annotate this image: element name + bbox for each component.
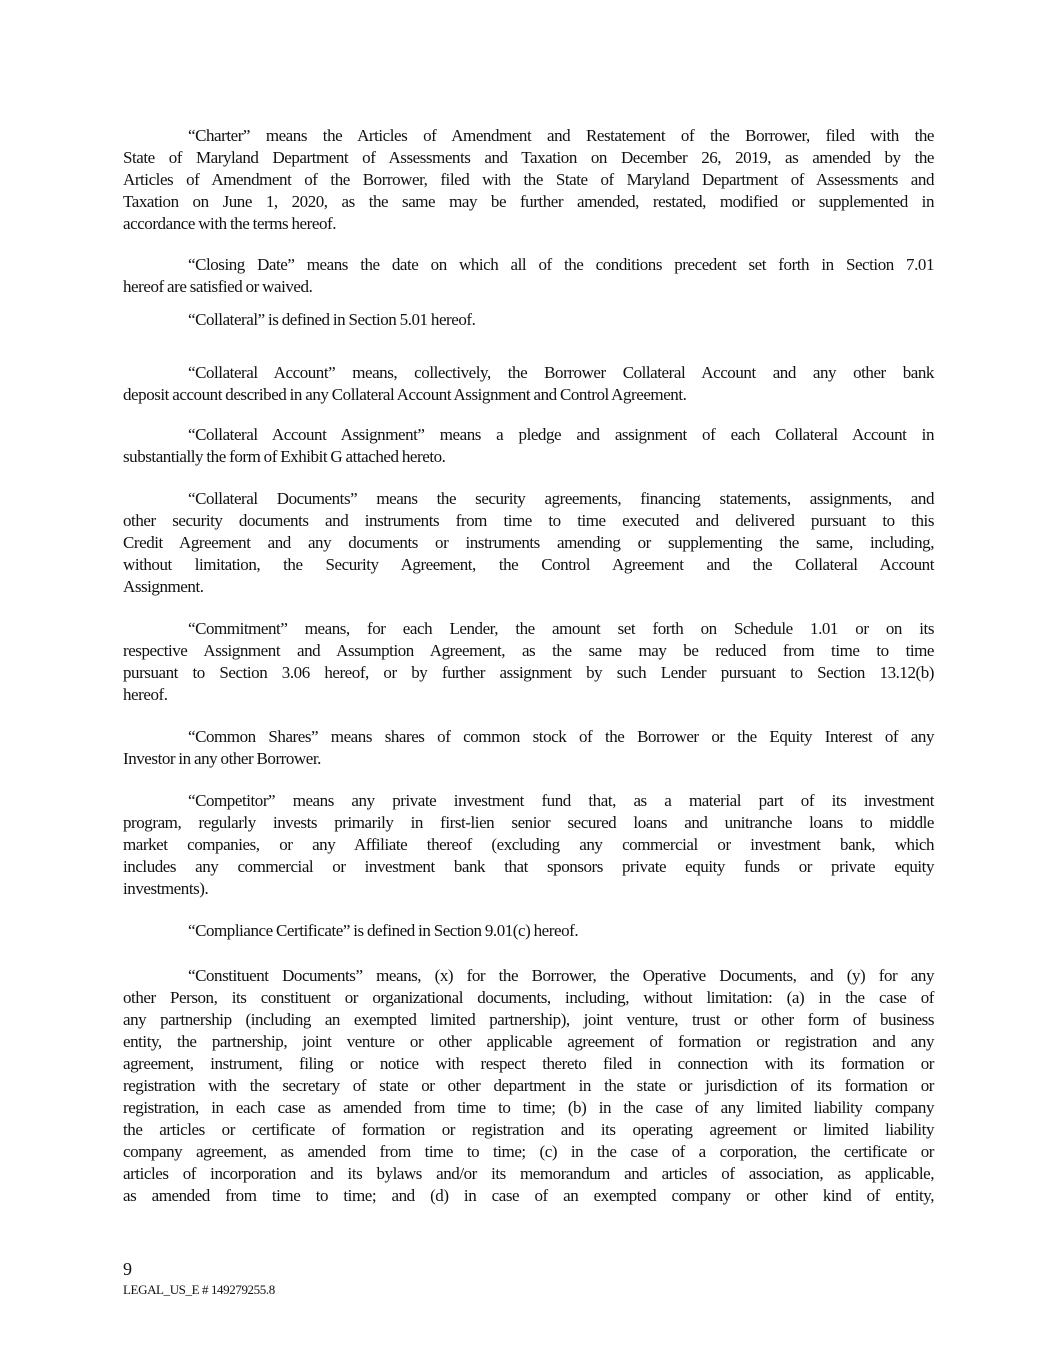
text-line: Assignment.: [123, 577, 204, 596]
text-line: articles of incorporation and its bylaws and/or its memorandum and articles of association, as applicable,: [123, 1164, 934, 1183]
text-line: “Competitor” means any private investment fund that, as a material part of its investment: [188, 791, 934, 810]
text-line: hereof are satisfied or waived.: [123, 277, 313, 296]
text-line: Articles of Amendment of the Borrower, filed with the State of Maryland Department of Assessments and: [123, 170, 934, 189]
text-line: Investor in any other Borrower.: [123, 749, 321, 768]
text-line: investments).: [123, 879, 209, 898]
text-line: State of Maryland Department of Assessments and Taxation on December 26, 2019, as amended by the: [123, 148, 934, 167]
text-line: program, regularly invests primarily in first-lien senior secured loans and unitranche loans to middle: [123, 813, 934, 832]
text-line: hereof.: [123, 685, 168, 704]
definition-collateral-documents: [123, 488, 934, 598]
definition-collateral-account-assignment: [123, 424, 934, 468]
text-line: pursuant to Section 3.06 hereof, or by further assignment by such Lender pursuant to Section 13.12(b): [123, 663, 934, 682]
text-line: “Charter” means the Articles of Amendment and Restatement of the Borrower, filed with the: [188, 126, 934, 145]
text-line: “Constituent Documents” means, (x) for the Borrower, the Operative Documents, and (y) for any: [188, 966, 934, 985]
definition-charter: [123, 125, 934, 235]
text-line: agreement, instrument, filing or notice with respect thereto filed in connection with its formation or: [123, 1054, 934, 1073]
text-line: any partnership (including an exempted limited partnership), joint venture, trust or other form of business: [123, 1010, 934, 1029]
text-line: deposit account described in any Collateral Account Assignment and Control Agreement.: [123, 385, 687, 404]
text-line: registration, in each case as amended from time to time; (b) in the case of any limited liability company: [123, 1098, 934, 1117]
definition-constituent-documents: [123, 965, 934, 1207]
text-line: “Collateral Account Assignment” means a pledge and assignment of each Collateral Account in: [188, 425, 934, 444]
text-line: substantially the form of Exhibit G attached hereto.: [123, 447, 446, 466]
text-line: market companies, or any Affiliate thereof (excluding any commercial or investment bank, which: [123, 835, 934, 854]
document-id: LEGAL_US_E # 149279255.8: [123, 1282, 275, 1297]
text-line: respective Assignment and Assumption Agreement, as the same may be reduced from time to time: [123, 641, 934, 660]
definition-common-shares: [123, 726, 934, 770]
text-line: “Collateral Account” means, collectively, the Borrower Collateral Account and any other bank: [188, 363, 934, 382]
text-line: as amended from time to time; and (d) in case of an exempted company or other kind of entity,: [123, 1186, 934, 1205]
definition-competitor: [123, 790, 934, 900]
page-number: 9: [123, 1259, 132, 1279]
text-line: “Compliance Certificate” is defined in Section 9.01(c) hereof.: [188, 921, 579, 940]
text-line: without limitation, the Security Agreement, the Control Agreement and the Collateral Account: [123, 555, 934, 574]
text-line: accordance with the terms hereof.: [123, 214, 337, 233]
text-line: registration with the secretary of state or other department in the state or jurisdiction of its formation or: [123, 1076, 934, 1095]
text-line: other Person, its constituent or organizational documents, including, without limitation: (a) in the case of: [123, 988, 934, 1007]
text-line: includes any commercial or investment bank that sponsors private equity funds or private equity: [123, 857, 934, 876]
definition-compliance-certificate: [123, 920, 934, 942]
text-line: the articles or certificate of formation or registration and its operating agreement or limited liability: [123, 1120, 934, 1139]
definition-collateral: [123, 309, 934, 331]
text-line: other security documents and instruments from time to time executed and delivered pursuant to this: [123, 511, 934, 530]
text-line: “Commitment” means, for each Lender, the amount set forth on Schedule 1.01 or on its: [188, 619, 934, 638]
text-line: “Common Shares” means shares of common stock of the Borrower or the Equity Interest of any: [188, 727, 934, 746]
definition-closing-date: [123, 254, 934, 298]
text-line: “Collateral” is defined in Section 5.01 hereof.: [188, 310, 476, 329]
text-line: Taxation on June 1, 2020, as the same may be further amended, restated, modified or supplemented in: [123, 192, 934, 211]
text-line: “Closing Date” means the date on which all of the conditions precedent set forth in Section 7.01: [188, 255, 934, 274]
text-line: company agreement, as amended from time to time; (c) in the case of a corporation, the certificate or: [123, 1142, 934, 1161]
text-line: Credit Agreement and any documents or instruments amending or supplementing the same, including,: [123, 533, 934, 552]
definition-commitment: [123, 618, 934, 706]
text-line: “Collateral Documents” means the security agreements, financing statements, assignments, and: [188, 489, 934, 508]
definition-collateral-account: [123, 362, 934, 406]
text-line: entity, the partnership, joint venture or other applicable agreement of formation or registration and any: [123, 1032, 934, 1051]
